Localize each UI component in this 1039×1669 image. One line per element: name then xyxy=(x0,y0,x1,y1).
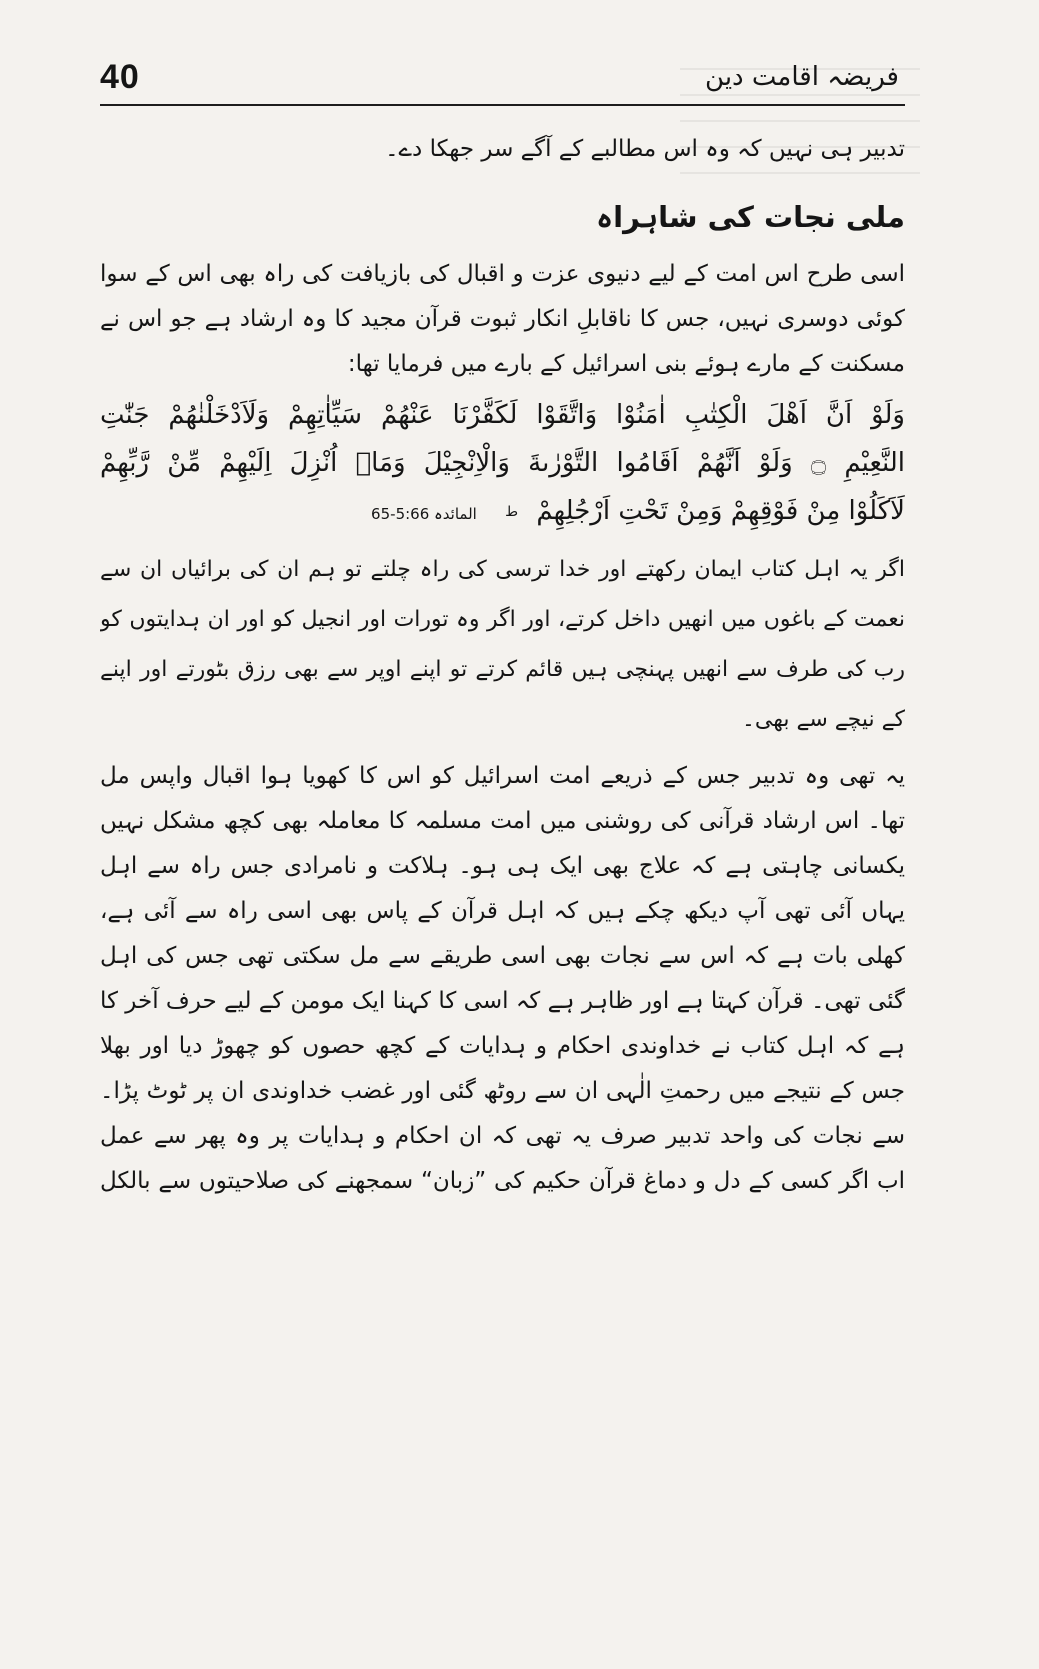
section-heading: ملی نجات کی شاہراہ xyxy=(596,200,905,234)
text-line: گئی تھی۔ قرآن کہتا ہے اور ظاہر ہے کہ اسی کا کہنا ایک مومن کے لیے حرف آخر کا xyxy=(100,988,905,1014)
text-line: تھا۔ اس ارشاد قرآنی کی روشنی میں امت مسلمہ کا معاملہ بھی کچھ مشکل نہیں xyxy=(100,808,905,834)
text-line: یکسانی چاہتی ہے کہ علاج بھی ایک ہی ہو۔ ہلاکت و نامرادی جس راہ سے اہل xyxy=(100,853,905,879)
paragraph-1 xyxy=(100,252,905,387)
text-line: کوئی دوسری نہیں، جس کا ناقابلِ انکار ثبوت قرآن مجید کا وہ ارشاد ہے جو اس نے xyxy=(100,306,905,332)
text-line: جس کے نتیجے میں رحمتِ الٰہی ان سے روٹھ گئی اور غضب خداوندی ان پر ٹوٹ پڑا۔ xyxy=(100,1078,905,1104)
verse-translation xyxy=(100,545,905,745)
verse-reference: المائدہ 5:66-65 xyxy=(371,505,477,523)
quran-verse xyxy=(100,391,905,535)
ayah-stop-mark: ط xyxy=(505,503,519,520)
header-divider xyxy=(100,104,905,106)
translation-line: اگر یہ اہل کتاب ایمان رکھتے اور خدا ترسی کی راہ چلتے تو ہم ان کی برائیاں ان سے xyxy=(100,557,905,582)
text-line: یہ تھی وہ تدبیر جس کے ذریعے امت اسرائیل کو اس کا کھویا ہوا اقبال واپس مل xyxy=(100,763,905,789)
verse-line: النَّعِيْمِ ۝ وَلَوْ اَنَّهُمْ اَقَامُوا التَّوْرٰىةَ وَالْاِنْجِيْلَ وَمَاۤ اُنْزِلَ اِلَيْهِمْ مِّنْ رَّبِّهِمْ xyxy=(100,448,905,478)
page-content xyxy=(100,116,905,1204)
paragraph-2 xyxy=(100,754,905,1204)
verse-text: لَاَكَلُوْا مِنْ فَوْقِهِمْ وَمِنْ تَحْتِ اَرْجُلِهِمْ xyxy=(536,496,905,526)
text-line: ہے کہ اہل کتاب نے خداوندی احکام و ہدایات کے کچھ حصوں کو چھوڑ دیا اور بھلا xyxy=(100,1033,905,1059)
translation-line: نعمت کے باغوں میں انھیں داخل کرتے، اور اگر وہ تورات اور انجیل کو اور ان ہدایتوں کو xyxy=(100,607,905,632)
page-number: 40 xyxy=(100,58,140,96)
verse-line: وَلَوْ اَنَّ اَهْلَ الْكِتٰبِ اٰمَنُوْا وَاتَّقَوْا لَكَفَّرْنَا عَنْهُمْ سَيِّاٰتِهِمْ وَلَاَدْخَلْنٰهُمْ جَنّٰتِ xyxy=(100,400,905,430)
verse-line-final xyxy=(100,487,905,535)
text-line: یہاں آئی تھی آپ دیکھ چکے ہیں کہ اہل قرآن کے پاس بھی اسی راہ سے آئی ہے، xyxy=(100,898,905,924)
text-line: مسکنت کے مارے ہوئے بنی اسرائیل کے بارے میں فرمایا تھا: xyxy=(347,351,905,377)
text-line: کھلی بات ہے کہ اس سے نجات بھی اسی طریقے سے مل سکتی تھی جس کی اہل xyxy=(100,943,905,969)
text-line: اب اگر کسی کے دل و دماغ قرآن حکیم کی ”زبان“ سمجھنے کی صلاحیتوں سے بالکل xyxy=(100,1168,905,1194)
lead-line: تدبیر ہی نہیں کہ وہ اس مطالبے کے آگے سر جھکا دے۔ xyxy=(385,136,905,162)
text-line: سے نجات کی واحد تدبیر صرف یہ تھی کہ ان احکام و ہدایات پر وہ پھر سے عمل xyxy=(100,1123,905,1149)
text-line: اسی طرح اس امت کے لیے دنیوی عزت و اقبال کی بازیافت کی راہ بھی اس کے سوا xyxy=(100,261,905,287)
running-title: فریضہ اقامت دین xyxy=(705,62,899,92)
translation-line: کے نیچے سے بھی۔ xyxy=(741,707,905,732)
translation-line: رب کی طرف سے انھیں پہنچی ہیں قائم کرتے تو اپنے اوپر سے بھی رزق بٹورتے اور اپنے xyxy=(100,657,905,682)
